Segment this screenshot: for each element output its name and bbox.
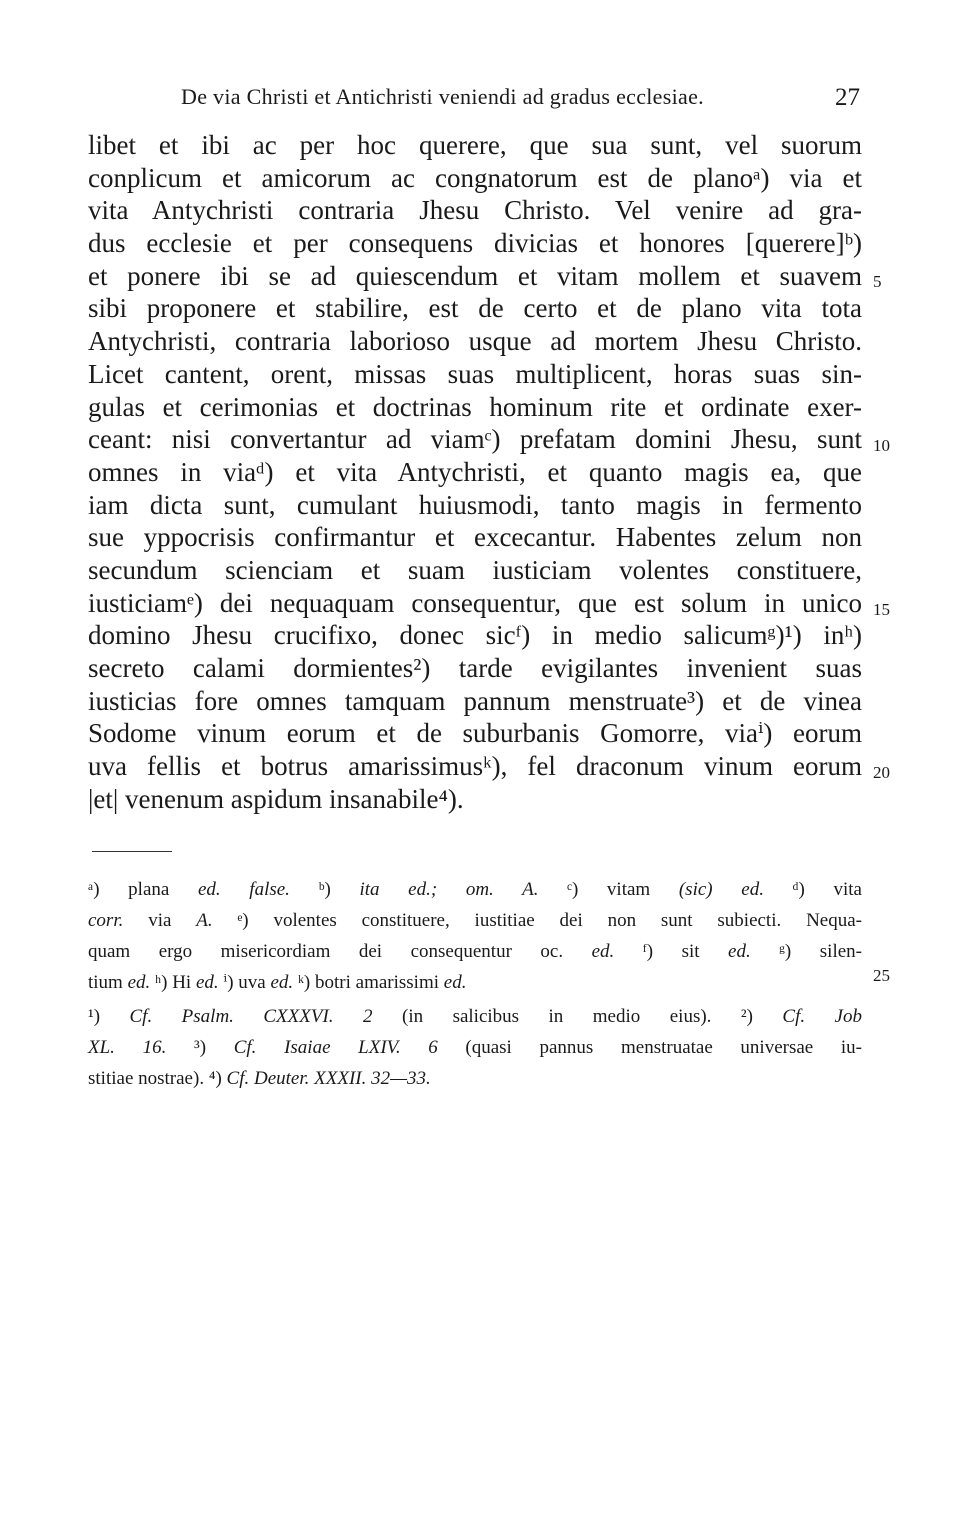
page-number: 27	[835, 84, 860, 111]
source-notes	[88, 1001, 862, 1094]
note-line: stitiae nostrae). ⁴) Cf. Deuter. XXXII. 32—33.	[88, 1068, 431, 1089]
footnote-rule	[92, 851, 172, 852]
text-line: sibi proponere et stabilire, est de certo et de plano vita tota	[88, 293, 862, 324]
text-line: Sodome vinum eorum et de suburbanis Gomorre, viaⁱ) eorum	[88, 718, 862, 749]
running-head: De via Christi et Antichristi veniendi ad gradus ecclesiae.	[181, 84, 704, 109]
note-line: ¹) Cf. Psalm. CXXXVI. 2 (in salicibus in medio eius). ²) Cf. Job	[88, 1006, 862, 1027]
text-line: iusticias fore omnes tamquam pannum menstruate³) et de vinea	[88, 685, 862, 716]
line-number: 10	[873, 436, 890, 455]
text-line: omnes in viaᵈ) et vita Antychristi, et quanto magis ea, que	[88, 456, 862, 487]
line-number: 20	[873, 763, 890, 782]
text-line: iusticiamᵉ) dei nequaquam consequentur, que est solum in unico	[88, 587, 862, 618]
text-line: vita Antychristi contraria Jhesu Christo. Vel venire ad gra-	[88, 195, 862, 226]
note-line: quam ergo misericordiam dei consequentur oc. ed. ᶠ) sit ed. ᵍ) silen-	[88, 941, 862, 962]
text-line: uva fellis et botrus amarissimusᵏ), fel draconum vinum eorum	[88, 751, 862, 782]
text-line: Licet cantent, orent, missas suas multiplicent, horas suas sin-	[88, 358, 862, 389]
apparatus-notes	[88, 874, 862, 998]
text-line: secundum scienciam et suam iusticiam volentes constituere,	[88, 554, 862, 585]
text-line: Antychristi, contraria laborioso usque ad mortem Jhesu Christo.	[88, 326, 862, 357]
note-line: tium ed. ʰ) Hi ed. ⁱ) uva ed. ᵏ) botri amarissimi ed.	[88, 972, 467, 993]
note-line: ᵃ) plana ed. false. ᵇ) ita ed.; om. A. ᶜ) vitam (sic) ed. ᵈ) vita	[88, 879, 862, 900]
text-line: et ponere ibi se ad quiescendum et vitam mollem et suavem	[88, 260, 862, 291]
text-line: gulas et cerimonias et doctrinas hominum rite et ordinate exer-	[88, 391, 862, 422]
text-line: |et| venenum aspidum insanabile⁴).	[88, 783, 464, 814]
line-number: 25	[873, 966, 890, 985]
line-number: 5	[873, 272, 882, 291]
text-line: libet et ibi ac per hoc querere, que sua sunt, vel suorum	[88, 130, 862, 160]
main-text	[88, 129, 862, 815]
note-line: XL. 16. ³) Cf. Isaiae LXIV. 6 (quasi pannus menstruatae universae iu-	[88, 1037, 862, 1058]
text-line: secreto calami dormientes²) tarde evigilantes invenient suas	[88, 653, 862, 683]
text-line: dus ecclesie et per consequens divicias et honores [querere]ᵇ)	[88, 228, 862, 259]
text-line: ceant: nisi convertantur ad viamᶜ) prefatam domini Jhesu, sunt	[88, 424, 862, 455]
text-line: conplicum et amicorum ac congnatorum est de planoᵃ) via et	[88, 162, 862, 193]
line-number: 15	[873, 600, 890, 619]
text-line: iam dicta sunt, cumulant huiusmodi, tanto magis in fermento	[88, 489, 862, 520]
text-line: sue yppocrisis confirmantur et excecantur. Habentes zelum non	[88, 522, 862, 553]
note-line: corr. via A. ᵉ) volentes constituere, iustitiae dei non sunt subiecti. Nequa-	[88, 910, 862, 931]
text-line: domino Jhesu crucifixo, donec sicᶠ) in medio salicumᵍ)¹) inʰ)	[88, 620, 862, 651]
